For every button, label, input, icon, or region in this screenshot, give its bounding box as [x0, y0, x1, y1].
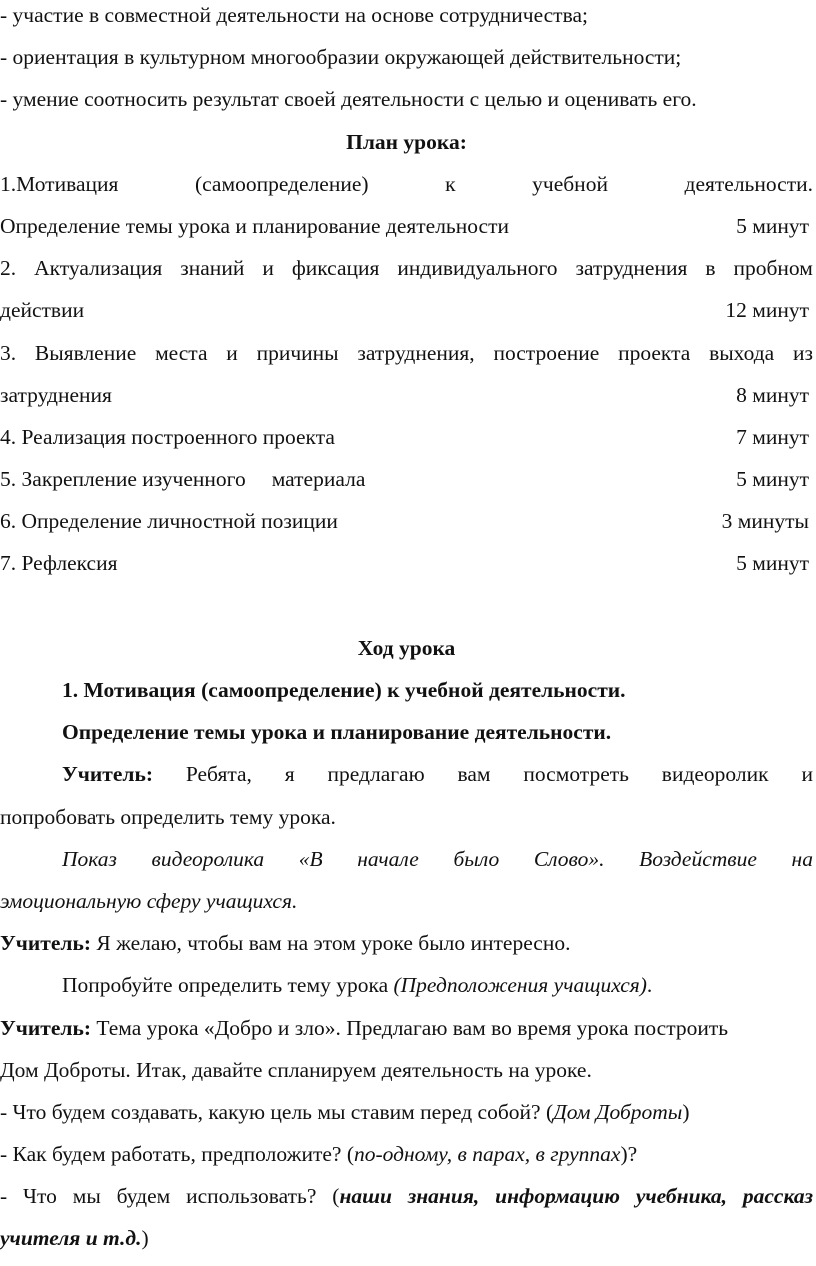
plan-item-6-text: 6. Определение личностной позиции [0, 509, 338, 534]
word: знания, [407, 1184, 480, 1209]
teacher-2-label: Учитель: [0, 931, 91, 956]
word: места [155, 340, 208, 365]
teacher-3-line-1 [0, 1007, 813, 1049]
plan-item-2-line-2 [0, 289, 813, 331]
question-1 [0, 1091, 813, 1133]
word: учебника, [635, 1184, 728, 1209]
word: Показ [62, 846, 117, 871]
video-line-2-text: эмоциональную сферу учащихся. [0, 888, 298, 913]
word: Слово». [533, 846, 605, 871]
plan-item-4-text: 4. Реализация построенного проекта [0, 424, 335, 449]
word: затруднения, [357, 340, 475, 365]
intro-line-1: - участие в совместной деятельности на основе сотрудничества; [0, 3, 588, 27]
word: - [0, 1184, 8, 1209]
plan-item-5-text-b: материала [271, 467, 366, 492]
plan-item-1-text: Определение темы урока и планирование деятельности [0, 213, 509, 238]
plan-item-5 [0, 458, 813, 500]
word: причины [256, 340, 339, 365]
word: будем [116, 1184, 171, 1209]
plan-item-2-text: действии [0, 298, 85, 323]
plan-item-4-time: 7 минут [736, 424, 809, 449]
question-2 [0, 1133, 813, 1175]
question-3-end: ) [141, 1226, 149, 1251]
video-line-1 [0, 838, 813, 880]
teacher-3-label: Учитель: [0, 1015, 91, 1040]
word: пробном [733, 256, 813, 281]
word: затруднения [575, 256, 688, 281]
word: вам [457, 762, 491, 787]
plan-item-3-line-1 [0, 332, 813, 374]
teacher-2 [0, 922, 813, 964]
teacher-2-text: Я желаю, чтобы вам на этом уроке было интересно. [91, 931, 571, 956]
word: предлагаю [327, 762, 425, 787]
question-2-italic: по-одному, в парах, в группах [353, 1142, 621, 1167]
word: учебной [532, 171, 608, 196]
word: рассказ [742, 1184, 813, 1209]
intro-line-2: - ориентация в культурном многообразии окружающей действительности; [0, 45, 682, 70]
teacher-1-label: Учитель: [62, 762, 153, 787]
teacher-3-text: Тема урока «Добро и зло». Предлагаю вам во время урока построить [91, 1015, 729, 1040]
plan-item-5-text-a: 5. Закрепление изученного [0, 467, 246, 492]
plan-item-6 [0, 500, 813, 542]
plan-item-2-line-1 [0, 247, 813, 289]
word: Актуализация [34, 256, 163, 281]
word: мы [72, 1184, 101, 1209]
lesson-title: Ход урока [357, 635, 456, 660]
word: начале [357, 846, 419, 871]
word: использовать? [186, 1184, 317, 1209]
word: видеоролика [151, 846, 265, 871]
word: выхода [709, 340, 775, 365]
word: было [453, 846, 500, 871]
try-line [0, 964, 813, 1006]
word: индивидуального [397, 256, 558, 281]
word: Что [23, 1184, 57, 1209]
word: и [801, 762, 813, 787]
word: я [284, 762, 295, 787]
question-1-text: - Что будем создавать, какую цель мы ставим перед собой? ( [0, 1099, 554, 1124]
word: к [445, 171, 456, 196]
video-line-2 [0, 880, 813, 922]
plan-item-7-time: 5 минут [736, 551, 809, 576]
teacher-1-line-1 [0, 753, 813, 795]
question-2-end: )? [620, 1142, 638, 1167]
plan-item-1-line-2 [0, 205, 813, 247]
plan-item-5-time: 5 минут [736, 467, 809, 492]
intro-line-3: - умение соотносить результат своей деятельности с целью и оценивать его. [0, 87, 697, 112]
plan-item-2-time: 12 минут [725, 298, 809, 323]
question-3-line-2-text: учителя и т.д. [0, 1226, 142, 1251]
plan-title: План урока: [346, 129, 467, 154]
word: видеоролик [661, 762, 769, 787]
plan-item-7-text: 7. Рефлексия [0, 551, 118, 576]
word: фиксация [291, 256, 380, 281]
plan-item-6-time: 3 минуты [721, 509, 809, 534]
question-3-line-2 [0, 1217, 813, 1259]
try-text: Попробуйте определить тему урока [62, 973, 394, 998]
question-3-line-1 [0, 1175, 813, 1217]
word: деятельности. [684, 171, 813, 196]
word: «В [298, 846, 323, 871]
word: (наши [332, 1184, 392, 1209]
section-1-heading [0, 669, 813, 711]
plan-item-5-text [0, 458, 365, 500]
question-1-end: ) [682, 1099, 690, 1124]
teacher-3-line-2: Дом Доброты. Итак, давайте спланируем деятельность на уроке. [0, 1057, 592, 1082]
plan-item-1-time: 5 минут [736, 213, 809, 238]
word: 2. [0, 256, 17, 281]
spacer [0, 585, 813, 627]
plan-item-1-line-1 [0, 163, 813, 205]
section-1-subheading [0, 711, 813, 753]
word: на [791, 846, 813, 871]
word: информацию [495, 1184, 620, 1209]
word: построение [493, 340, 600, 365]
question-1-italic: Дом Доброты [553, 1099, 683, 1124]
plan-item-3-time: 8 минут [736, 382, 809, 407]
plan-item-3-text: затруднения [0, 382, 112, 407]
section-1-heading-text: 1. Мотивация (самоопределение) к учебной деятельности. [62, 678, 626, 702]
plan-item-3-line-2 [0, 374, 813, 416]
word: знаний [180, 256, 245, 281]
word: проекта [618, 340, 691, 365]
section-1-subheading-text: Определение темы урока и планирование деятельности. [62, 720, 612, 745]
word: из [792, 340, 813, 365]
try-italic: (Предположения учащихся) [393, 973, 647, 998]
word: и [262, 256, 274, 281]
question-2-text: - Как будем работать, предположите? ( [0, 1142, 354, 1167]
word: (самоопределение) [194, 171, 369, 196]
word: Воздействие [639, 846, 757, 871]
plan-item-7 [0, 542, 813, 584]
word: Ребята, [185, 762, 252, 787]
word: посмотреть [523, 762, 629, 787]
try-end: . [646, 973, 653, 998]
teacher-1-line-2: попробовать определить тему урока. [0, 804, 336, 829]
word: 3. [0, 340, 17, 365]
plan-item-4 [0, 416, 813, 458]
word: 1.Мотивация [0, 171, 119, 196]
word: в [705, 256, 716, 281]
word: и [226, 340, 238, 365]
word: Выявление [34, 340, 137, 365]
